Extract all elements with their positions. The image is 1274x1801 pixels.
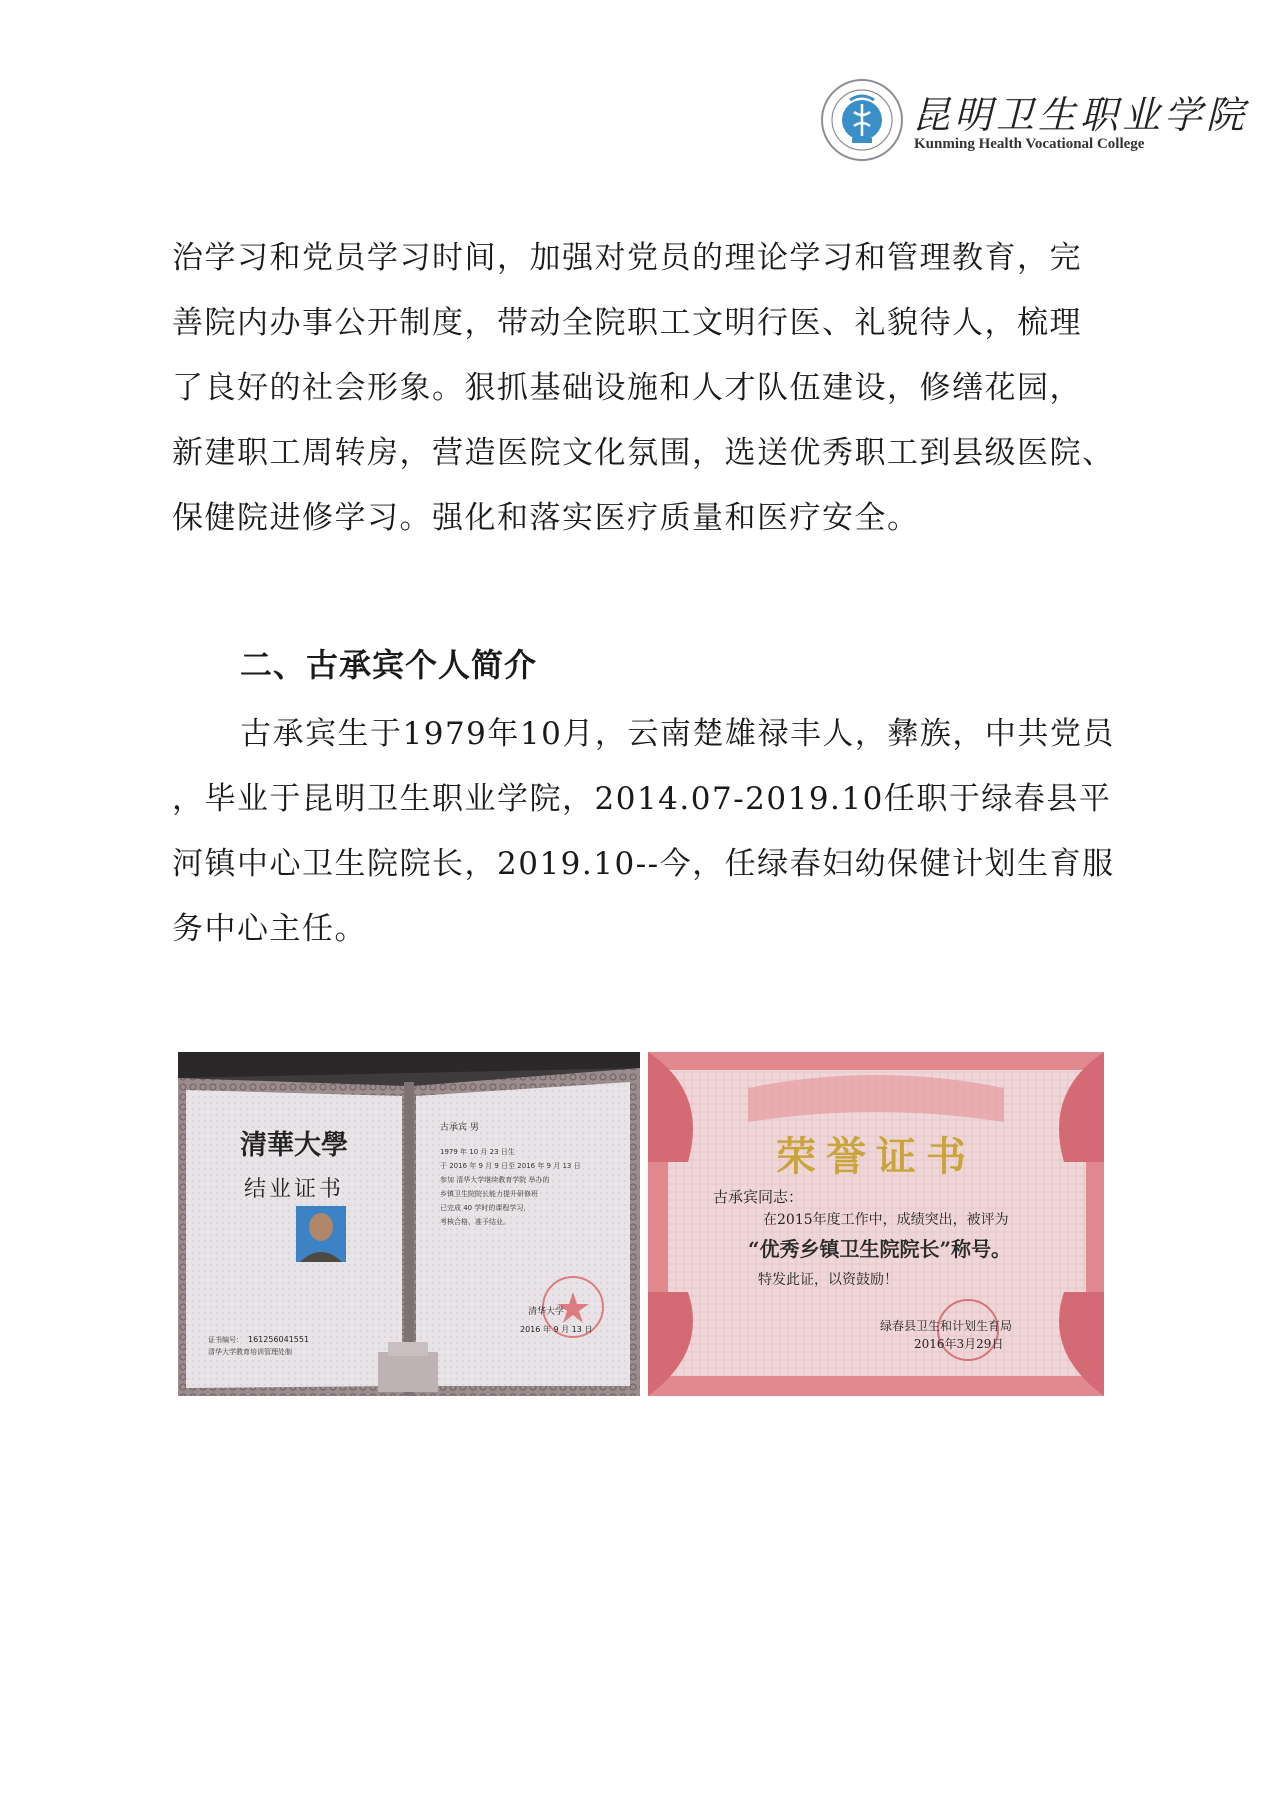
honor-line-3: 特发此证，以资鼓励！ bbox=[758, 1272, 898, 1288]
completion-certificate-photo bbox=[178, 1052, 640, 1396]
paragraph-line: 古承宾生于1979年10月，云南楚雄禄丰人，彝族，中共党员 bbox=[240, 716, 1115, 752]
paragraph-line: 治学习和党员学习时间，加强对党员的理论学习和管理教育，完 bbox=[172, 240, 1082, 276]
paragraph-line: 善院内办事公开制度，带动全院职工文明行医、礼貌待人，梳理 bbox=[172, 305, 1082, 341]
section-heading: 二、古承宾个人简介 bbox=[240, 646, 538, 684]
honor-date: 2016年3月29日 bbox=[914, 1337, 1004, 1351]
cert-number: 161256041551 bbox=[248, 1335, 310, 1344]
cert-title: 结业证书 bbox=[243, 1177, 345, 1202]
paragraph-line: ，毕业于昆明卫生职业学院，2014.07-2019.10任职于绿春县平 bbox=[172, 781, 1112, 817]
college-logo bbox=[820, 78, 1249, 168]
paragraph-line: 了良好的社会形象。狠抓基础设施和人才队伍建设，修缮花园， bbox=[172, 370, 1082, 406]
honor-line-2: “优秀乡镇卫生院院长”称号。 bbox=[748, 1237, 1012, 1261]
cert-university: 清華大學 bbox=[240, 1130, 348, 1161]
cert-name-line: 古承宾 男 bbox=[440, 1123, 479, 1133]
cert-line-4: 参加 清华大学继续教育学院 举办的 bbox=[440, 1176, 550, 1184]
cert-birth-line: 1979 年 10 月 23 日生 bbox=[440, 1148, 515, 1156]
cert-signature: 清华大学 bbox=[528, 1307, 565, 1317]
cert-line-5: 乡镇卫生院院长能力提升研修班 bbox=[440, 1190, 538, 1198]
honor-issuer: 绿春县卫生和计划生育局 bbox=[880, 1319, 1013, 1333]
paragraph-line: 务中心主任。 bbox=[172, 911, 367, 947]
paragraph-intro bbox=[172, 226, 1122, 551]
honor-recipient: 古承宾同志： bbox=[713, 1188, 804, 1206]
cert-line-3: 于 2016 年 9 月 9 日至 2016 年 9 月 13 日 bbox=[440, 1162, 581, 1170]
cert-issuer: 清华大学教育培训管理处制 bbox=[208, 1348, 292, 1356]
college-name-cn: 昆明卫生职业学院 bbox=[912, 93, 1249, 137]
honor-certificate-photo bbox=[648, 1052, 1104, 1396]
paragraph-line: 新建职工周转房，营造医院文化氛围，选送优秀职工到县级医院、 bbox=[172, 435, 1115, 471]
cert-date: 2016 年 9 月 13 日 bbox=[520, 1325, 593, 1334]
college-name-en: Kunming Health Vocational College bbox=[914, 136, 1145, 152]
paragraph-biography bbox=[172, 702, 1122, 962]
paragraph-line: 河镇中心卫生院院长，2019.10--今，任绿春妇幼保健计划生育服 bbox=[172, 846, 1115, 882]
honor-line-1: 在2015年度工作中，成绩突出，被评为 bbox=[763, 1212, 1009, 1228]
paragraph-line: 保健院进修学习。强化和落实医疗质量和医疗安全。 bbox=[172, 500, 920, 536]
cert-line-6: 已完成 40 学时的课程学习， bbox=[440, 1204, 531, 1212]
cert-no-label: 证书编号： bbox=[208, 1336, 243, 1344]
honor-title: 荣誉证书 bbox=[776, 1133, 976, 1180]
cert-line-7: 考核合格，准予结业。 bbox=[440, 1218, 510, 1226]
college-seal-icon bbox=[820, 78, 904, 162]
